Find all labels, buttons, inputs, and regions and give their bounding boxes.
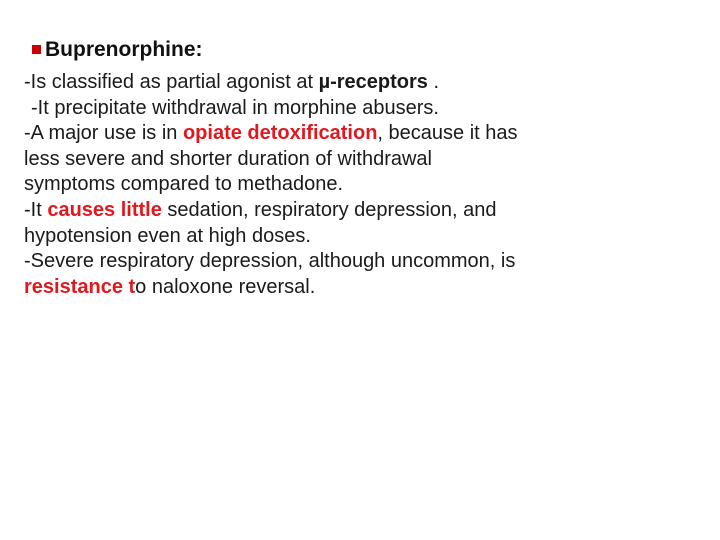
highlight-resistance: resistance t — [24, 275, 136, 298]
text-line-2: -It precipitate withdrawal in morphine abusers. — [31, 96, 439, 119]
text-line-7: hypotension even at high doses. — [24, 224, 311, 247]
text-line-9: resistance to naloxone reversal. — [24, 275, 316, 298]
text-line-4: less severe and shorter duration of withdrawal — [24, 147, 432, 170]
slide-heading — [32, 38, 203, 62]
slide-body — [24, 70, 704, 300]
square-bullet-icon — [32, 45, 41, 54]
text-line-8: -Severe respiratory depression, although uncommon, is — [24, 250, 516, 273]
text-line-6: -It causes little sedation, respiratory depression, and — [24, 198, 497, 221]
receptor-term: µ-receptors — [318, 71, 428, 93]
highlight-causes-little: causes little — [47, 198, 162, 221]
heading-text: Buprenorphine: — [45, 38, 203, 61]
text-line-5: symptoms compared to methadone. — [24, 173, 344, 196]
highlight-opiate-detoxification: opiate detoxification — [182, 122, 378, 145]
text-line-1: -Is classified as partial agonist at µ-receptors . — [24, 71, 440, 93]
text-line-3: -A major use is in opiate detoxification, because it has — [24, 122, 518, 145]
